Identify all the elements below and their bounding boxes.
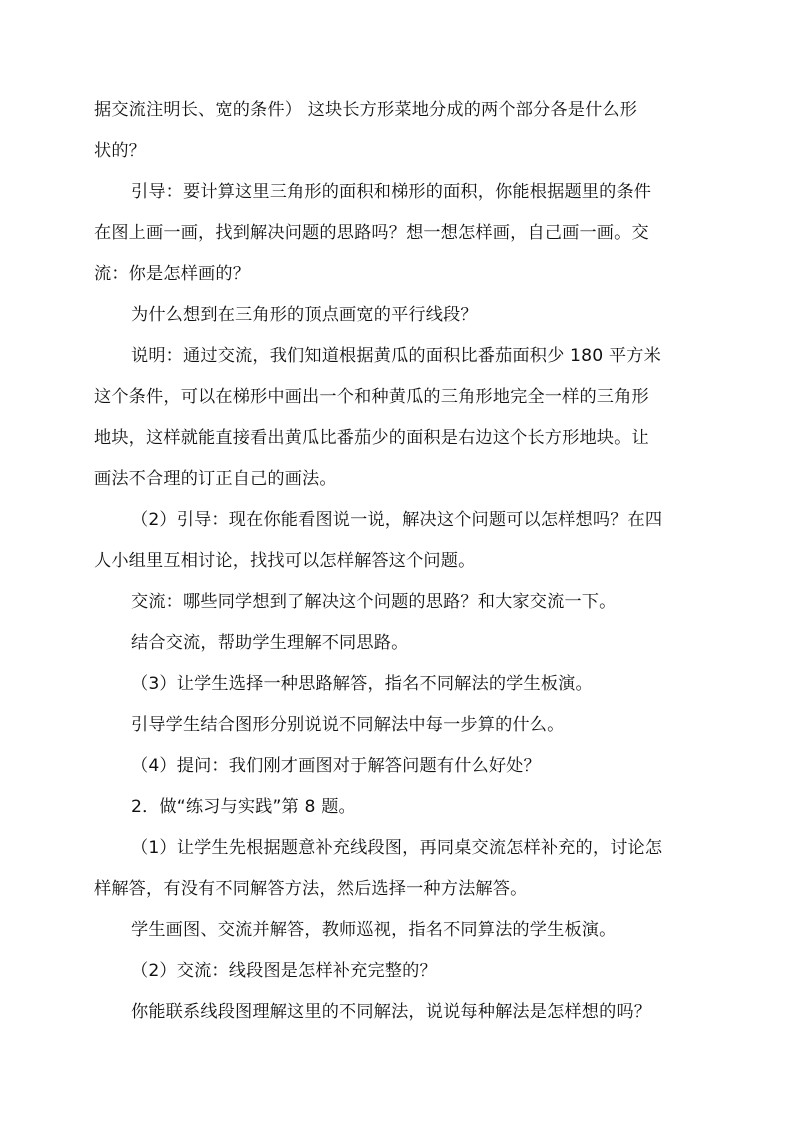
text-line: 画法不合理的订正自己的画法。	[94, 469, 337, 489]
text-line: （1）让学生先根据题意补充线段图，再同桌交流怎样补充的，讨论怎	[131, 838, 663, 858]
text-line: 引导学生结合图形分别说说不同解法中每一步算的什么。	[131, 715, 565, 735]
text-line: 为什么想到在三角形的顶点画宽的平行线段？	[131, 305, 478, 325]
text-line: （4）提问：我们刚才画图对于解答问题有什么好处？	[131, 756, 541, 776]
text-line: 你能联系线段图理解这里的不同解法，说说每种解法是怎样想的吗？	[131, 1002, 652, 1022]
document-body	[94, 90, 706, 1033]
text-line: 样解答，有没有不同解答方法，然后选择一种方法解答。	[94, 879, 528, 899]
text-line: 据交流注明长、宽的条件） 这块长方形菜地分成的两个部分各是什么形	[94, 100, 638, 120]
text-line: 结合交流，帮助学生理解不同思路。	[131, 633, 409, 653]
text-line: （2）引导：现在你能看图说一说，解决这个问题可以怎样想吗？在四	[131, 510, 663, 530]
text-line: 在图上画一画，找到解决问题的思路吗？想一想怎样画，自己画一画。交	[94, 223, 649, 243]
text-line: 这个条件，可以在梯形中画出一个和种黄瓜的三角形地完全一样的三角形	[94, 387, 649, 407]
text-line: 学生画图、交流并解答，教师巡视，指名不同算法的学生板演。	[131, 920, 617, 940]
text-line: （2）交流：线段图是怎样补充完整的？	[131, 961, 437, 981]
text-line: （3）让学生选择一种思路解答，指名不同解法的学生板演。	[131, 674, 593, 694]
text-line: 地块，这样就能直接看出黄瓜比番茄少的面积是右边这个长方形地块。让	[94, 428, 649, 448]
text-line: 引导：要计算这里三角形的面积和梯形的面积，你能根据题里的条件	[131, 182, 652, 202]
text-line: 交流：哪些同学想到了解决这个问题的思路？和大家交流一下。	[131, 592, 617, 612]
text-line: 人小组里互相讨论，找找可以怎样解答这个问题。	[94, 551, 476, 571]
text-line: 状的？	[94, 141, 147, 161]
text-line: 说明：通过交流，我们知道根据黄瓜的面积比番茄面积少 180 平方米	[131, 346, 661, 366]
text-line: 2．做“练习与实践”第 8 题。	[131, 797, 356, 817]
text-line: 流：你是怎样画的？	[94, 264, 251, 284]
